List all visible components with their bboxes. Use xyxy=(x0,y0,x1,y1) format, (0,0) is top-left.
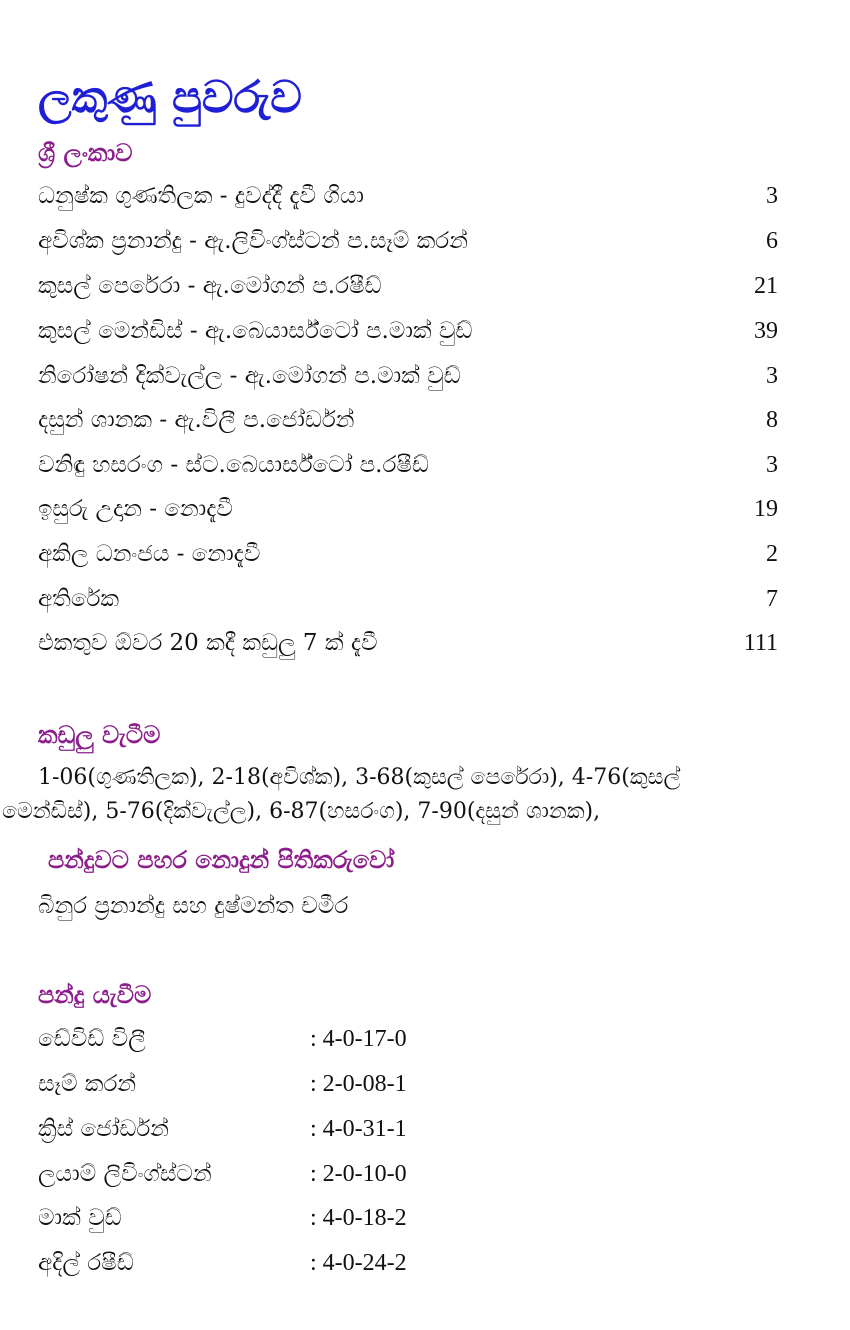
batting-row xyxy=(38,487,778,531)
fow-heading: කඩුලු වැටීම xyxy=(38,721,161,749)
batting-row xyxy=(38,532,778,576)
batsman-dismissal: අකිල ධනංජය - නොදැවී xyxy=(38,541,261,567)
extras-value: 7 xyxy=(766,585,778,612)
bowler-figures: : 2-0-10-0 xyxy=(310,1160,407,1187)
bowler-figures: : 4-0-24-2 xyxy=(310,1249,407,1276)
fow-line-1: 1-06(ගුණතිලක), 2-18(අවිශ්ක), 3-68(කුසල් පෙරේරා), 4-76(කුසල් xyxy=(38,765,681,790)
page-title: ලකුණු පුවරුව xyxy=(38,72,302,123)
bowling-row xyxy=(38,1107,407,1151)
batsman-dismissal: ධනුෂ්ක ගුණතිලක - දුවද්දී දැවී ගියා xyxy=(38,183,364,209)
runs-value: 21 xyxy=(754,272,778,299)
bowler-name: මාක් වුඩ් xyxy=(38,1205,122,1231)
total-value: 111 xyxy=(743,629,778,656)
runs-value: 39 xyxy=(754,317,778,344)
runs-value: 2 xyxy=(766,540,778,567)
dnb-text: බිනුර ප්‍රනාන්දු සහ දුෂ්මන්ත චමීර xyxy=(38,893,349,919)
bowler-figures: : 4-0-17-0 xyxy=(310,1025,407,1052)
bowler-name: සෑම් කරන් xyxy=(38,1071,137,1097)
batsman-dismissal: කුසල් පෙරේරා - ඇ.මෝගන් ප.රෂීඩ් xyxy=(38,273,382,299)
bowler-figures: : 2-0-08-1 xyxy=(310,1070,407,1097)
runs-value: 3 xyxy=(766,451,778,478)
runs-value: 8 xyxy=(766,406,778,433)
bowling-heading: පන්දු යැවීම xyxy=(38,981,152,1009)
bowling-row xyxy=(38,1017,407,1061)
batsman-dismissal: දසුන් ශානක - ඇ.විලී ප.ජෝර්ඩන් xyxy=(38,407,355,433)
batting-row xyxy=(38,174,778,218)
batting-heading: ශ්‍රී ලංකාව xyxy=(38,139,133,167)
batsman-dismissal: කුසල් මෙන්ඩිස් - ඇ.බෙයාර්ස්ටෝ ප.මාක් වුඩ් xyxy=(38,318,473,344)
extras-row xyxy=(38,577,778,621)
runs-value: 6 xyxy=(766,227,778,254)
dnb-heading: පන්දුවට පහර නොදුන් පිතිකරුවෝ xyxy=(48,846,395,874)
bowler-name: ක්‍රිස් ජෝර්ඩන් xyxy=(38,1116,169,1142)
batsman-dismissal: නිරෝෂන් දික්වැල්ල - ඇ.මෝගන් ප.මාක් වුඩ් xyxy=(38,363,461,389)
batsman-dismissal: අවිශ්ක ප්‍රනාන්දු - ඇ.ලිවිංග්ස්ටන් ප.සෑම් කරන් xyxy=(38,228,468,254)
fow-line-2: මෙන්ඩිස්), 5-76(දික්වැල්ල), 6-87(හසරංග), 7-90(දසුන් ශානක), xyxy=(2,799,601,824)
total-row xyxy=(38,621,778,665)
bowling-row xyxy=(38,1062,407,1106)
batting-row xyxy=(38,264,778,308)
batting-row xyxy=(38,443,778,487)
bowler-name: ඩේවිඩ් විලී xyxy=(38,1026,146,1052)
bowler-name: අදිල් රෂීඩ් xyxy=(38,1250,134,1276)
bowling-row xyxy=(38,1152,407,1196)
runs-value: 19 xyxy=(754,495,778,522)
runs-value: 3 xyxy=(766,362,778,389)
bowler-name: ලයාම් ලිවිංග්ස්ටන් xyxy=(38,1161,212,1187)
total-label: එකතුව ඕවර 20 කදී කඩුලු 7 ක් දැවී xyxy=(38,630,378,656)
runs-value: 3 xyxy=(766,182,778,209)
extras-label: අතිරේක xyxy=(38,586,120,612)
bowler-figures: : 4-0-18-2 xyxy=(310,1204,407,1231)
batting-row xyxy=(38,309,778,353)
batsman-dismissal: ඉසුරු උදාන - නොදැවී xyxy=(38,496,233,522)
bowling-row xyxy=(38,1241,407,1285)
batting-row xyxy=(38,398,778,442)
bowling-row xyxy=(38,1196,407,1240)
batting-row xyxy=(38,219,778,263)
batsman-dismissal: වනිඳු හසරංග - ස්ට.බෙයාර්ස්ටෝ ප.රෂීඩ් xyxy=(38,452,429,478)
batting-row xyxy=(38,354,778,398)
bowler-figures: : 4-0-31-1 xyxy=(310,1115,407,1142)
